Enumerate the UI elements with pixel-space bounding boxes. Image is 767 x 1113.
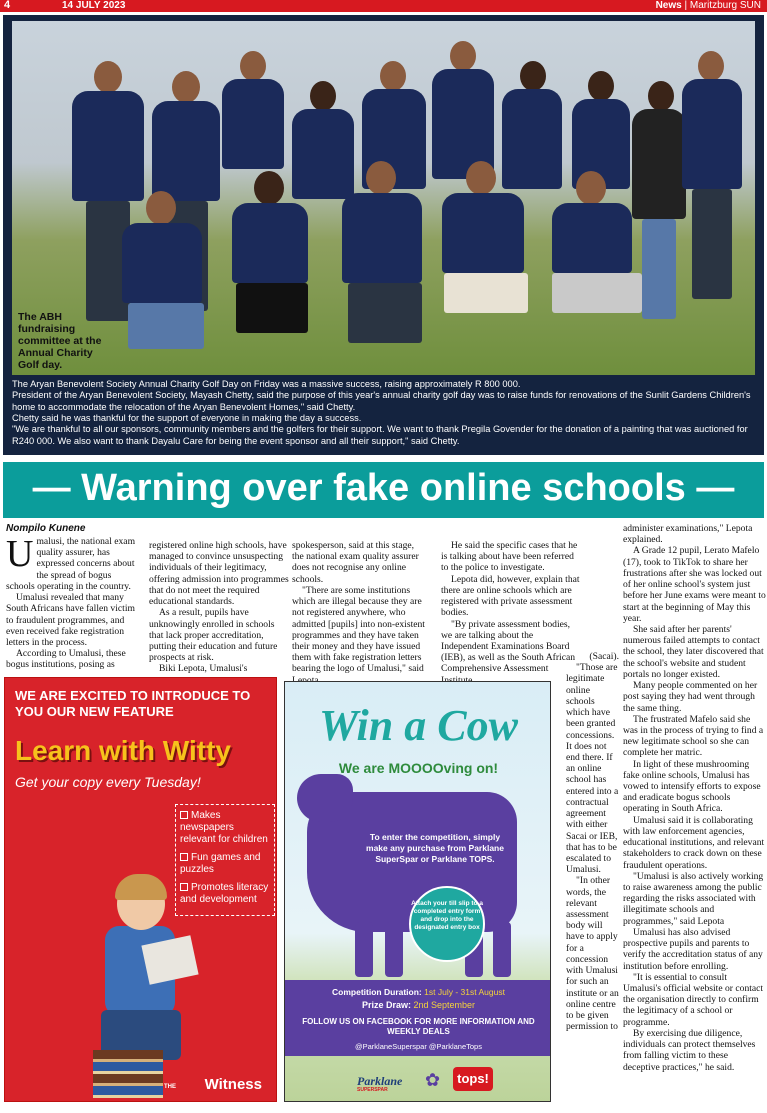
tops-logo: tops!: [453, 1067, 493, 1091]
page-number: 4: [4, 0, 11, 11]
article-paragraph: As a result, pupils have unknowingly enrolled in schools that lack proper accreditation, putting their education and future prospects at risk.: [149, 607, 278, 664]
duration-value: 1st July - 31st August: [424, 987, 505, 997]
section-name: News: [655, 0, 682, 11]
article-paragraph: Umalusi revealed that many South Africans have fallen victim to fraudulent programmes, and even received fake registration letters in the process.: [6, 592, 135, 648]
parklane-logo-text: Parklane: [357, 1074, 403, 1088]
publication-name: Maritzburg SUN: [689, 0, 761, 11]
ad-feature-item: [180, 810, 270, 846]
ad-feature-text: Makes newspapers relevant for children: [180, 810, 268, 845]
cow-leg: [493, 922, 511, 977]
newspaper-icon: [141, 935, 198, 985]
article-paragraph: In light of these mushrooming fake online schools, Umalusi has vowed to intensify efforts to expose and eradicate bogus schools operating in South Africa.: [623, 758, 761, 815]
photo-feature: [3, 15, 764, 455]
ad-feature-item: [180, 852, 270, 876]
article-paragraph: "Those are legitimate online schools which have been granted concessions. It does not end there. If an online school has entered into a contractual agreement with either Sacai or IEB, that has to be escalated to Umalusi.: [566, 662, 619, 876]
page-header: [0, 0, 767, 16]
checkbox-icon: [180, 853, 188, 861]
advert-win-a-cow[interactable]: [284, 681, 551, 1102]
ad-feature-text: Promotes literacy and development: [180, 882, 269, 905]
article-column-2: [149, 540, 289, 675]
article-paragraph: The frustrated Mafelo said she was in the process of trying to find a new legitimate school so she can complete her matric.: [623, 713, 764, 759]
article-paragraph: A Grade 12 pupil, Lerato Mafelo (17), took to TikTok to share her frustrations after she was locked out of her online school's system just before her June exams were meant to start at the beginning of May this year.: [623, 545, 766, 624]
cow-head-icon: [297, 774, 353, 822]
article-paragraph: Biki Lepota, Umalusi's: [159, 663, 248, 675]
child-hair: [115, 874, 167, 900]
superspar-logo-text: SUPERSPAR: [357, 1087, 388, 1093]
photo-paragraph: President of the Aryan Benevolent Society, Mayash Chetty, said the purpose of this year's annual charity golf day was to raise funds for renovations of the Sunlit Gardens Children's home to accommodate the relocation of the Aryan Benevolent Homes," said Chetty.: [12, 390, 751, 412]
competition-duration: [285, 987, 551, 997]
article-paragraph: "It is essential to consult Umalusi's official website or contact the organisation directly to confirm the legitimacy of a school or programme.: [623, 971, 764, 1028]
parklane-logo: [357, 1074, 402, 1093]
checkbox-icon: [180, 811, 188, 819]
issue-date: 14 JULY 2023: [62, 0, 126, 11]
book-stack-icon: [93, 1050, 163, 1098]
cow-leg: [355, 922, 373, 977]
ad-intro: WE ARE EXCITED TO INTRODUCE TO YOU OUR NEW FEATURE: [15, 688, 251, 719]
draw-label: Prize Draw:: [361, 1000, 411, 1010]
photo-paragraph: The Aryan Benevolent Society Annual Charity Golf Day on Friday was a massive success, raising approximately R 800 000.: [12, 379, 521, 389]
cow-leg: [385, 922, 403, 977]
article-paragraph: According to Umalusi, these bogus institutions, posing as: [6, 648, 126, 671]
article-paragraph: [6, 533, 142, 592]
article-paragraph: administer examinations," Lepota explained.: [623, 523, 753, 546]
byline: Nompilo Kunene: [6, 523, 86, 534]
drop-cap: U: [6, 533, 34, 575]
advert-learn-with-witty[interactable]: [4, 677, 277, 1102]
article-paragraph: (Sacai).: [589, 651, 619, 662]
article-column-5: [566, 651, 619, 1032]
article-paragraph: "By private assessment bodies, we are talking about the Independent Examinations Board (IEB), as well as the South African Comprehensive Assessment: [441, 618, 576, 675]
article-lead-text: malusi, the national exam quality assurer, has expressed concerns about the spread of bogus schools operating in the country.: [6, 536, 136, 592]
article-column-3: [292, 540, 428, 686]
article-paragraph: He said the specific cases that he is talking about have been referred to the police to investigate.: [441, 540, 578, 574]
ad-title: Learn with Witty: [15, 735, 231, 766]
header-bar-right: [470, 0, 767, 12]
social-handles[interactable]: @ParklaneSuperspar @ParklaneTops: [355, 1042, 482, 1051]
photo-story: [12, 379, 757, 447]
article-paragraph: "There are some institutions which are illegal because they are not registered anywhere, who admitted [pupils] into non-existent programmes and they have taken their money and they have issued them with fake registration letters bearing the logo of Umalusi," said: [292, 584, 425, 675]
header-bar-left: [0, 0, 470, 12]
headline-bar: [3, 462, 764, 518]
article-column-6: [623, 523, 766, 1073]
photo-caption: The ABH fundraising committee at the Annual Charity Golf day.: [18, 311, 102, 372]
article-column-1: [6, 533, 142, 671]
checkbox-icon: [180, 883, 188, 891]
follow-text: FOLLOW US ON FACEBOOK FOR MORE INFORMATION AND WEEKLY DEALS: [302, 1017, 535, 1036]
prize-draw: [285, 1000, 551, 1010]
ad-tagline: Get your copy every Tuesday!: [15, 774, 201, 790]
headline: — Warning over fake online schools —: [32, 467, 735, 509]
brand-prefix: THE: [164, 1084, 176, 1090]
ad-feature-item: [180, 882, 270, 906]
section-label: News | Maritzburg SUN: [655, 0, 761, 11]
draw-value: 2nd September: [413, 1000, 476, 1010]
flower-icon: ✿: [425, 1070, 441, 1091]
entry-badge-text: Attach your till slip to a completed entry form and drop into the designated entry box: [411, 900, 483, 932]
article-paragraph: "Umalusi is also actively working to raise awareness among the public regarding the risks associated with illegitimate schools and programmes," said Lepota: [623, 870, 764, 927]
article-paragraph: By exercising due diligence, individuals can protect themselves from falling victim to these deceptive practices," he said.: [623, 1027, 756, 1073]
article-paragraph: Umalusi said it is collaborating with law enforcement agencies, educational institutions, and relevant stakeholders to crack down on these fraudulent operations.: [623, 814, 765, 871]
article-column-4: [441, 540, 581, 686]
article-paragraph: spokesperson, said at this stage, the national exam quality assurer does not recognise any online schools.: [292, 540, 419, 585]
ad-feature-text: Fun games and puzzles: [180, 852, 261, 875]
article-paragraph: registered online high schools, have managed to convince unsuspecting individuals of their legitimacy, offering admission into programmes that do not meet the required educational standards.: [149, 540, 289, 608]
photo-paragraph: Chetty said he was thankful for the support of everyone in making the day a success.: [12, 412, 362, 423]
article-paragraph: Lepota did, however, explain that there are online schools which are registered with private assessment bodies.: [441, 573, 580, 619]
article-paragraph: Umalusi has also advised prospective pupils and parents to verify the accreditation status of any institution before enrolling.: [623, 926, 763, 972]
ad-feature-list: [175, 804, 275, 916]
article-paragraph: Many people commented on her post saying they had went through the same thing.: [623, 680, 758, 714]
photo-paragraph: "We are thankful to all our sponsors, community members and the golfers for their support. We want to thank Pregila Govender for the donation of a painting that was auctioned for R240 000. We also want to thank Dayalu Care for being the event sponsor and all their support," said Chetty.: [12, 424, 748, 446]
ad-title: Win a Cow: [319, 701, 518, 750]
article-paragraph: "In other words, the relevant assessment body will have to apply for a concession with Umalusi for such an institute or an online centre to be given permission to: [566, 875, 619, 1033]
article-paragraph: She said after her parents' numerous failed attempts to contact the school, they later discovered that the school's website and student portals no longer existed.: [623, 623, 764, 680]
ad-body: To enter the competition, simply make any purchase from Parklane SuperSpar or Parklane TOPS.: [366, 832, 504, 865]
brand-logo: Witness: [204, 1076, 262, 1093]
duration-label: Competition Duration:: [332, 987, 422, 997]
group-photo: [12, 21, 755, 375]
ad-subtitle: We are MOOOOving on!: [338, 760, 499, 776]
